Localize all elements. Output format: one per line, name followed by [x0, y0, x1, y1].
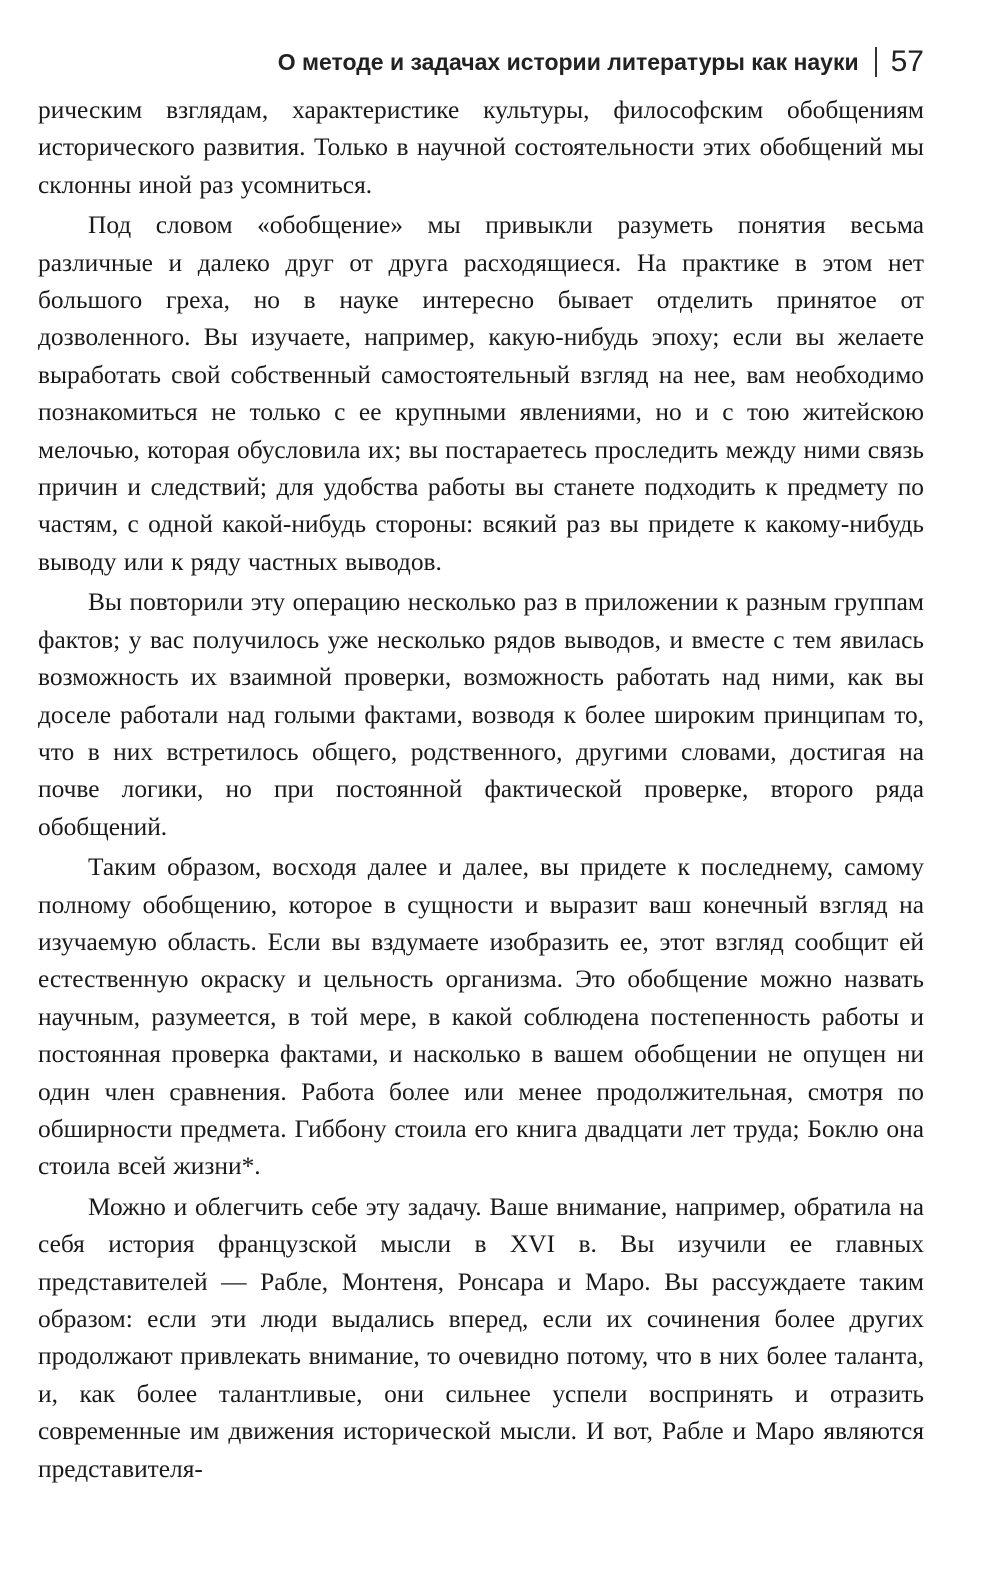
paragraph: Под словом «обобщение» мы привыкли разуметь понятия весьма различные и далеко друг от друга расходящиеся. На практике в этом нет большого греха, но в науке интересно бывает отделить принятое от дозволенного. Вы изучаете, например, какую-нибудь эпоху; если вы желаете выработать свой собственный самостоятельный взгляд на нее, вам необходимо познакомиться не только с ее крупными явлениями, но и с тою житейскою мелочью, которая обусловила их; вы постараетесь проследить между ними связь причин и следствий; для удобства работы вы станете подходить к предмету по частям, с одной какой-нибудь стороны: всякий раз вы придете к какому-нибудь выводу или к ряду частных выводов.	[38, 211, 924, 576]
paragraph: Таким образом, восходя далее и далее, вы придете к последнему, самому полному обобщению, которое в сущности и выразит ваш конечный взгляд на изучаемую область. Если вы вздумаете изобразить ее, этот взгляд сообщит ей естественную окраску и цельность организма. Это обобщение можно назвать научным, разумеется, в той мере, в какой соблюдена постепенность работы и постоянная проверка фактами, и насколько в вашем обобщении не опущен ни один член сравнения. Работа более или менее продолжительная, смотря по обширности предмета. Гиббону стоила его книга двадцати лет труда; Боклю она стоила всей жизни*.	[38, 853, 924, 1181]
book-page	[38, 36, 924, 1488]
paragraph-continuation: рическим взглядам, характеристике культуры, философским обобщениям исторического развития. Только в научной состоятельности этих обобщений мы склонны иной раз усомниться.	[38, 96, 924, 199]
header-separator	[875, 47, 877, 77]
running-header	[38, 36, 924, 88]
page-number: 57	[890, 45, 924, 78]
paragraph: Вы повторили эту операцию несколько раз в приложении к разным группам фактов; у вас получилось уже несколько рядов выводов, и вместе с тем явилась возможность их взаимной проверки, возможность работать над ними, как вы доселе работали над голыми фактами, возводя к более широким принципам то, что в них встретилось общего, родственного, другими словами, достигая на почве логики, но при постоянной фактической проверке, второго ряда обобщений.	[38, 588, 924, 841]
body-text	[38, 92, 924, 1488]
running-title: О методе и задачах истории литературы как науки	[277, 48, 859, 75]
paragraph: Можно и облегчить себе эту задачу. Ваше внимание, например, обратила на себя история французской мысли в XVI в. Вы изучили ее главных представителей — Рабле, Монтеня, Ронсара и Маро. Вы рассуждаете таким образом: если эти люди выдались вперед, если их сочинения более других продолжают привлекать внимание, то очевидно потому, что в них более таланта, и, как более талантливые, они сильнее успели воспринять и отразить современные им движения исторической мысли. И вот, Рабле и Маро являются представителя-	[38, 1192, 924, 1483]
